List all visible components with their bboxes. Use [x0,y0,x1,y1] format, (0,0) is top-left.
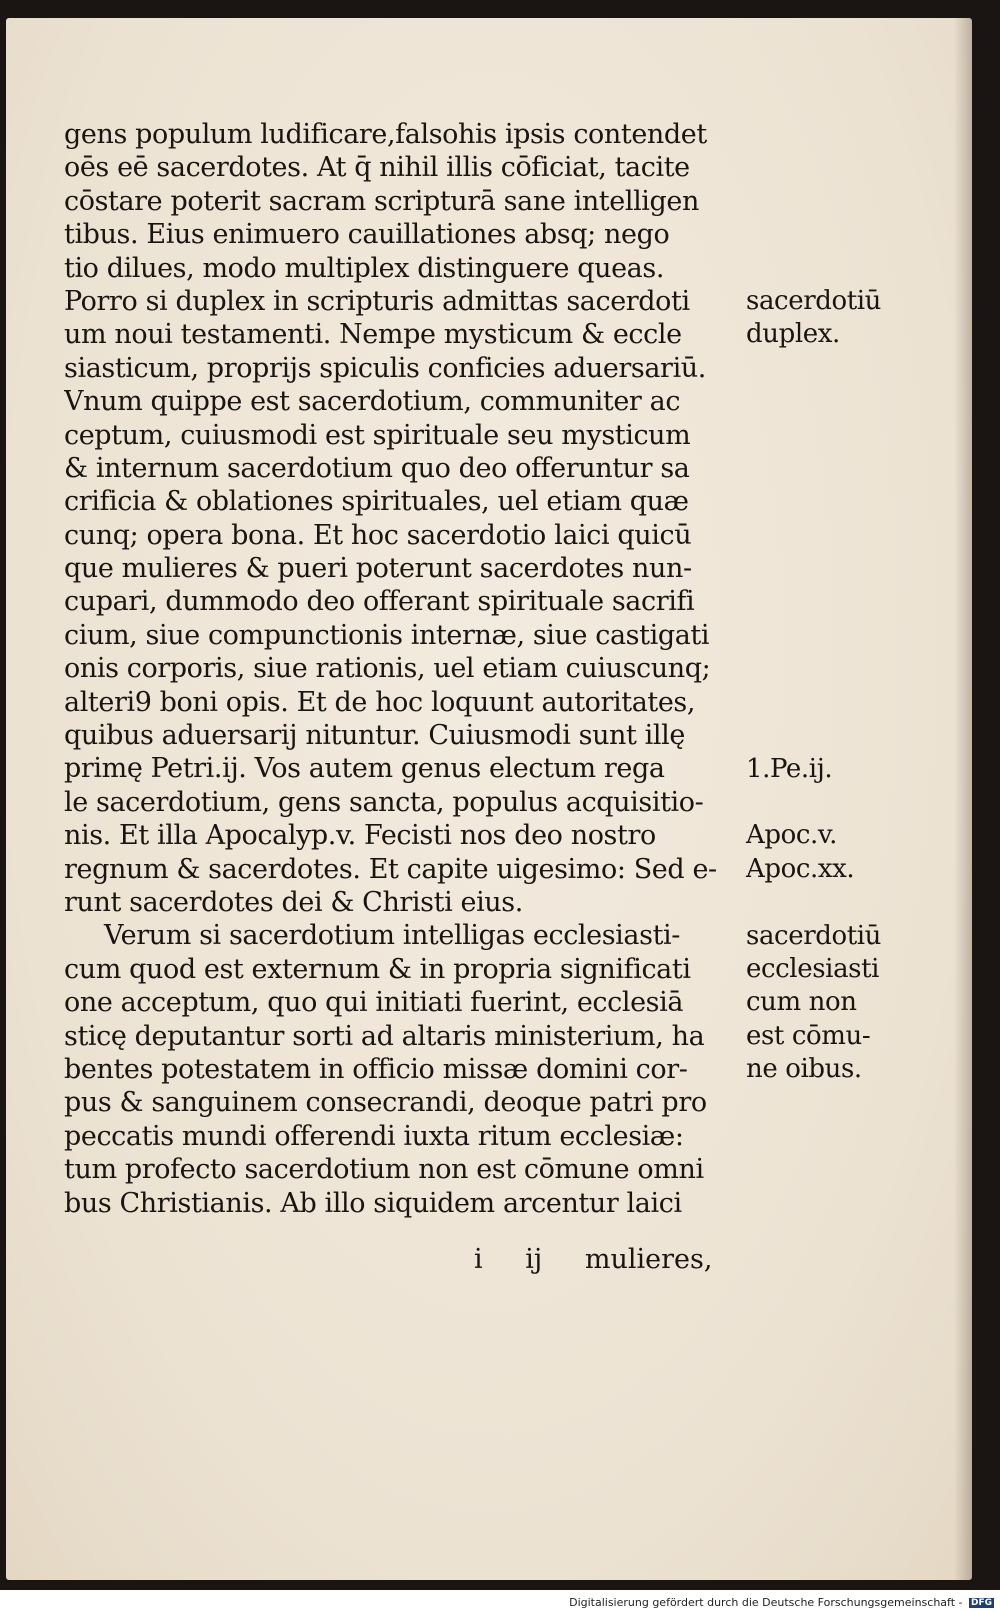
text-line: cōstare poterit sacram scripturā sane intelligen [64,185,699,217]
margin-note: 1.Pe.ij. [746,753,833,784]
text-line: bus Christianis. Ab illo siquidem arcentur laici [64,1187,682,1219]
text-line: le sacerdotium, gens sancta, populus acquisitio- [64,786,704,818]
text-line: runt sacerdotes dei & Christi eius. [64,886,523,918]
margin-note: Apoc.xx. [746,853,855,884]
text-line: & internum sacerdotium quo deo offeruntur sa [64,452,690,484]
text-line: Vnum quippe est sacerdotium, communiter ac [64,386,681,418]
text-line: Verum si sacerdotium intelligas ecclesiasti- [104,920,680,952]
margin-note: cum non [746,987,857,1018]
text-line: one acceptum, quo qui initiati fuerint, ecclesiā [64,987,684,1019]
text-line: crificia & oblationes spirituales, uel etiam quæ [64,486,689,518]
text-line: gens populum ludificare,falsohis ipsis contendet [64,119,707,150]
margin-note: Apoc.v. [746,820,837,851]
footer-text: Digitalisierung gefördert durch die Deutsche Forschungsgemeinschaft - [569,1596,963,1609]
signature-number: ij [525,1244,543,1275]
text-line: regnum & sacerdotes. Et capite uigesimo: Sed e- [64,853,717,885]
book-page [6,18,972,1580]
text-line: tio dilues, modo multiplex distinguere queas. [64,252,665,284]
signature-mark: i [474,1244,483,1275]
text-line: sticę deputantur sorti ad altaris ministerium, ha [64,1020,705,1052]
text-line: cunq; opera bona. Et hoc sacerdotio laici quicū [64,519,692,551]
margin-note: ecclesiasti [746,954,880,984]
margin-note: est cōmu- [746,1020,871,1051]
text-line: um noui testamenti. Nempe mysticum & eccle [64,319,682,351]
catchword: mulieres, [584,1244,713,1275]
text-line: alteri9 boni opis. Et de hoc loquunt autoritates, [64,686,696,718]
text-line: cium, siue compunctionis internæ, siue castigati [64,619,710,651]
text-line: siasticum, proprijs spiculis conficies aduersariū. [64,352,706,384]
text-line: tum profecto sacerdotium non est cōmune omni [64,1154,704,1186]
text-line: primę Petri.ij. Vos autem genus electum rega [64,753,665,785]
signature-line [474,1244,746,1275]
margin-note: ne oibus. [746,1054,862,1085]
text-line: oēs eē sacerdotes. At q̄ nihil illis cōficiat, tacite [64,152,690,184]
text-line: Porro si duplex in scripturis admittas sacerdoti [64,285,690,317]
text-line: nis. Et illa Apocalyp.v. Fecisti nos deo nostro [64,820,656,852]
main-text-block [64,118,744,1220]
text-line: ceptum, cuiusmodi est spirituale seu mysticum [64,419,691,451]
text-line: cupari, dummodo deo offerant spirituale sacrifi [64,586,695,618]
text-line: pus & sanguinem consecrandi, deoque patri pro [64,1087,707,1119]
margin-note: duplex. [746,319,840,350]
digitization-footer [569,1596,994,1609]
text-line: quibus aduersarij nituntur. Cuiusmodi sunt illę [64,720,685,752]
margin-note: sacerdotiū [746,920,882,951]
text-line: onis corporis, siue rationis, uel etiam cuiuscunq; [64,653,711,685]
text-line: peccatis mundi offerendi iuxta ritum ecclesiæ: [64,1120,684,1152]
text-line: cum quod est externum & in propria significati [64,953,691,985]
text-line: bentes potestatem in officio missæ domini cor- [64,1053,688,1085]
page-edge-shadow [954,18,972,1580]
dfg-logo: DFG [970,1598,992,1608]
margin-note: sacerdotiū [746,286,882,316]
text-line: que mulieres & pueri poterunt sacerdotes nun- [64,553,692,585]
text-line: tibus. Eius enimuero cauillationes absq; nego [64,219,670,251]
